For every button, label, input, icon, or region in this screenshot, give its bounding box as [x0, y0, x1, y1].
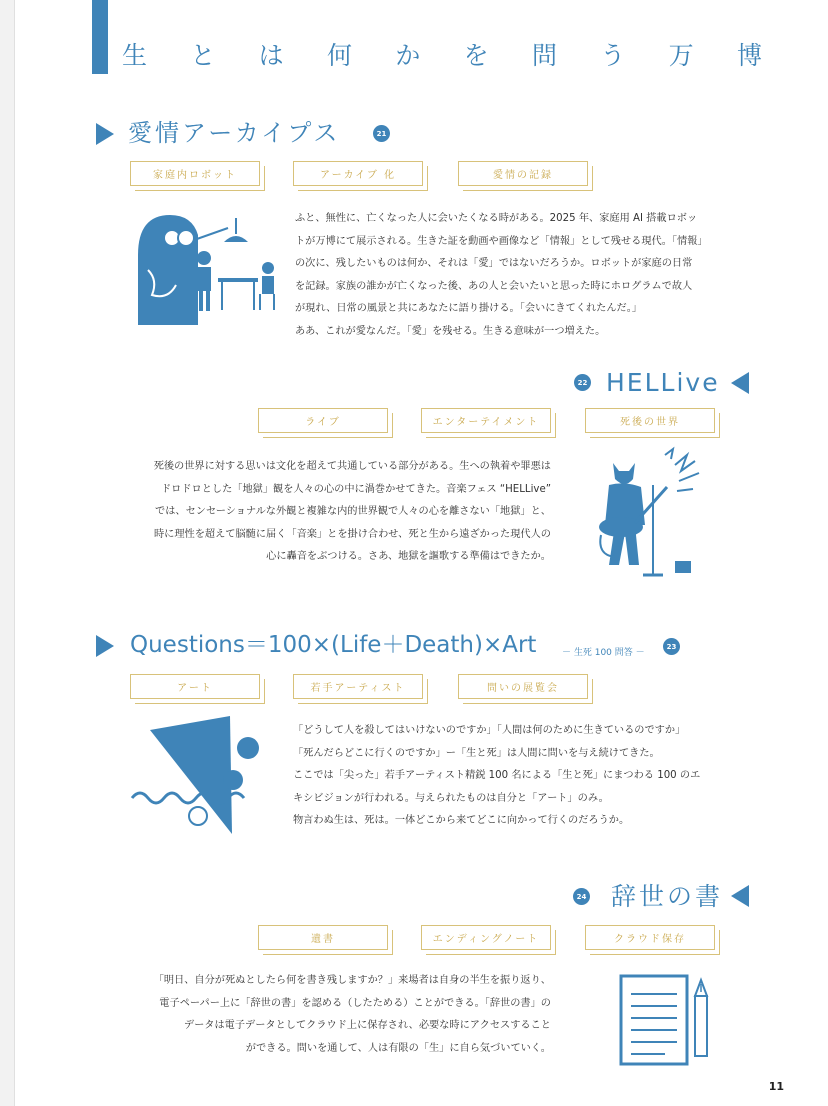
tag: 遺書: [258, 925, 388, 950]
body-line: を記録。家族の誰かが亡くなった後、あの人と会いたいと思った時にホログラムで故人: [295, 280, 693, 292]
body-line: 心に轟音をぶつける。さあ、地獄を謳歌する準備はできたか。: [266, 551, 551, 562]
arrow-right-icon: [96, 635, 114, 657]
section-body: [293, 720, 700, 833]
body-line: 「明日、自分が死ぬとしたら何を書き残しますか？」来場者は自身の半生を振り返り、: [153, 975, 551, 986]
section-number-badge: 23: [663, 638, 680, 655]
title-char: と: [190, 41, 216, 70]
body-line: トが万博にて展示される。生きた証を動画や画像など「情報」として残せる現代。「情報」: [295, 235, 708, 247]
arrow-left-icon: [731, 885, 749, 907]
paper-pen-icon: [615, 970, 720, 1070]
section-title: 愛情アーカイプス: [128, 119, 341, 147]
body-line: ああ、これが愛なんだ。「愛」を残せる。生きる意味が一つ増えた。: [295, 325, 606, 337]
body-line: データは電子データとしてクラウド上に保存され、必要な時にアクセスすること: [183, 1020, 551, 1031]
section-title: Questions＝100×(Life＋Death)×Art: [130, 632, 537, 658]
tag: 家庭内ロボット: [130, 161, 260, 186]
section-body: [96, 970, 551, 1060]
body-line: 物言わぬ生は、死は。一体どこから来てどこに向かって行くのだろうか。: [293, 815, 630, 826]
title-char: を: [463, 41, 489, 70]
body-line: ふと、無性に、亡くなった人に会いたくなる時がある。2025 年、家庭用 AI 搭載ロボッ: [295, 213, 698, 224]
page-edge: [0, 0, 15, 1106]
section-number-badge: 22: [574, 374, 591, 391]
body-line: キシビジョンが行われる。与えられたものは自分と「アート」のみ。: [293, 792, 609, 804]
section-body: [295, 208, 708, 343]
title-char: 何: [326, 41, 352, 70]
tag: 死後の世界: [585, 408, 715, 433]
title-char: 問: [531, 41, 557, 70]
body-line: 「どうして人を殺してはいけないのですか」「人間は何のために生きているのですか」: [293, 725, 686, 736]
body-line: ができる。問いを通して、人は有限の「生」に自ら気づいていく。: [245, 1042, 551, 1054]
tag: アーカイブ 化: [293, 161, 423, 186]
header-accent-bar: [92, 0, 108, 74]
title-char: は: [258, 41, 284, 70]
tag: エンターテイメント: [421, 408, 551, 433]
body-line: ここでは「尖った」若手アーティスト精鋭 100 名による「生と死」にまつわる 100 のエ: [293, 770, 701, 781]
arrow-right-icon: [96, 123, 114, 145]
body-line: 死後の世界に対する思いは文化を超えて共通している部分がある。生への執着や罪悪は: [153, 461, 551, 472]
tag: クラウド保存: [585, 925, 715, 950]
body-line: 「死んだらどこに行くのですか」ー「生と死」は人間に問いを与え続けてきた。: [293, 747, 660, 759]
title-char: 生: [122, 41, 148, 70]
tag: エンディングノート: [421, 925, 551, 950]
tag: 問いの展覧会: [458, 674, 588, 699]
page-number: 11: [768, 1080, 784, 1093]
section-subtitle: － 生死 100 問答 －: [562, 648, 645, 658]
title-char: 万: [668, 41, 694, 70]
section-title: 辞世の書: [611, 882, 724, 911]
section-title: HELLive: [606, 368, 720, 397]
arrow-left-icon: [731, 372, 749, 394]
abstract-shapes-icon: [128, 712, 268, 837]
tag: 若手アーティスト: [293, 674, 423, 699]
page-title: [122, 36, 762, 72]
body-line: では、センセーショナルな外観と複雑な内的世界観で人々の心を離さない「地獄」と、: [155, 506, 551, 517]
robot-family-icon: [128, 210, 288, 330]
tag: 愛情の記録: [458, 161, 588, 186]
body-line: ドロドロとした「地獄」観を人々の心の中に渦巻かせてきた。音楽フェス “HELLive”: [160, 483, 551, 495]
title-char: 博: [736, 41, 762, 70]
section-body: [96, 456, 551, 569]
rock-musician-icon: [595, 445, 710, 580]
title-char: か: [395, 41, 421, 70]
body-line: が現れ、日常の風景と共にあなたに語り掛ける。「会いにきてくれたんだ。」: [295, 303, 642, 314]
body-line: 電子ペーパー上に「辞世の書」を認める（したためる）ことができる。「辞世の書」の: [159, 997, 551, 1009]
body-line: の次に、残したいものは何か、それは「愛」ではないだろうか。ロボットが家庭の日常: [295, 258, 693, 269]
tag: アート: [130, 674, 260, 699]
section-number-badge: 21: [373, 125, 390, 142]
body-line: 時に理性を超えて脳髄に届く「音楽」とを掛け合わせ、死と生から遠ざかった現代人の: [153, 528, 551, 540]
section-number-badge: 24: [573, 888, 590, 905]
title-char: う: [600, 41, 626, 70]
tag: ライブ: [258, 408, 388, 433]
